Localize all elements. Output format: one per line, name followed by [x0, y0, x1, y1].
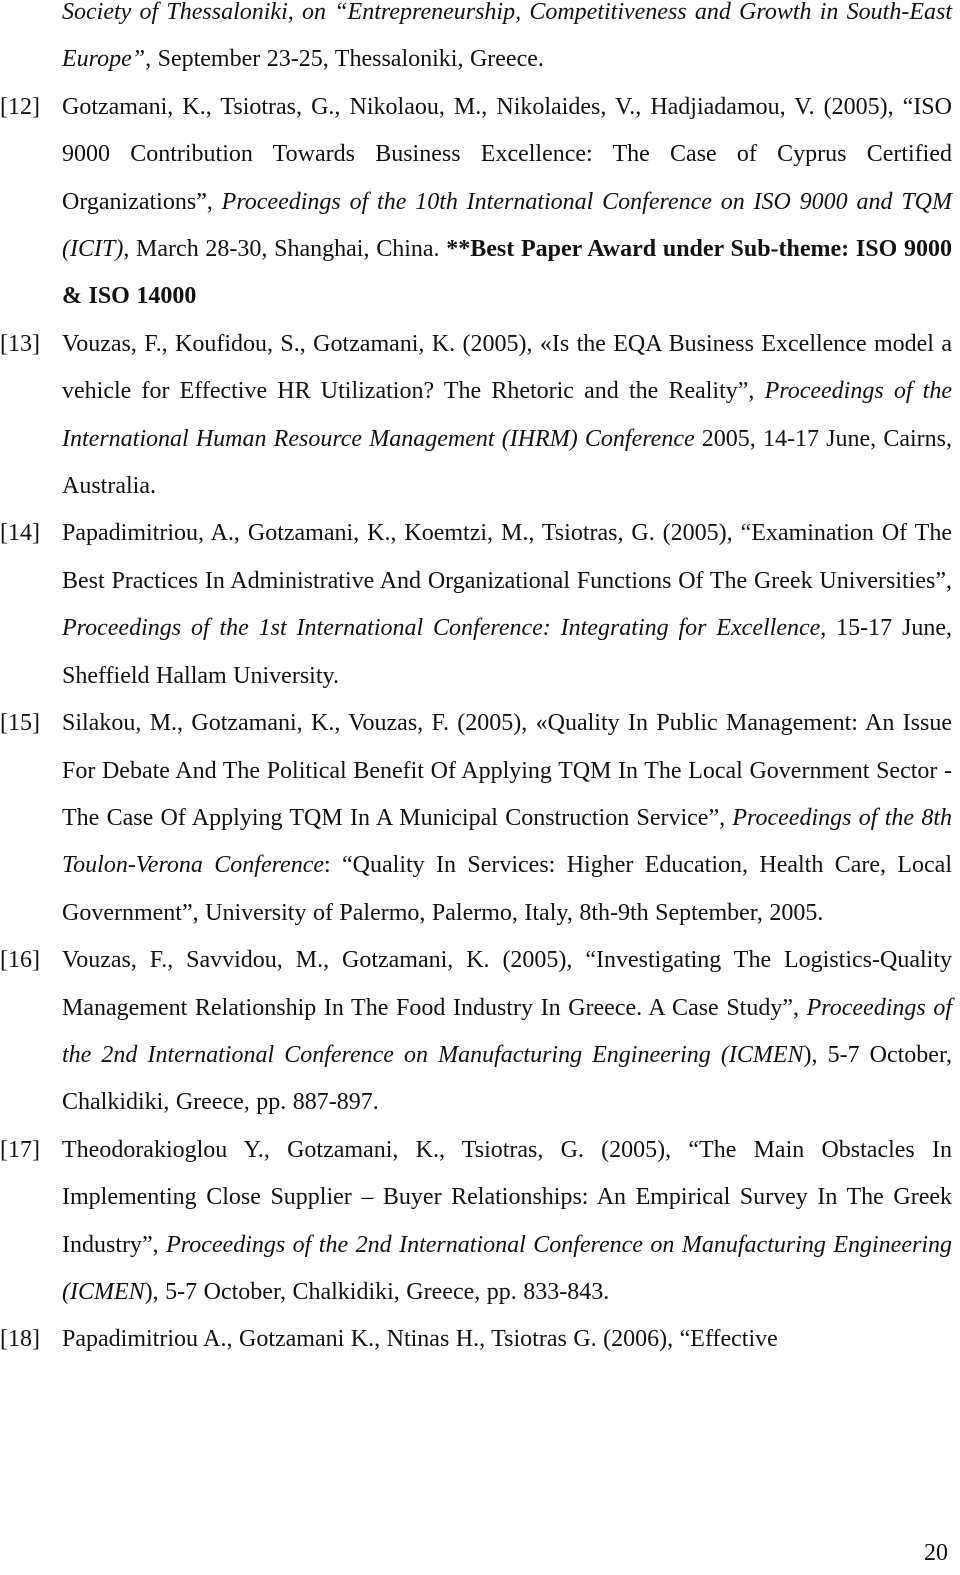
reference-number: [16] — [0, 947, 40, 974]
reference-text — [62, 1127, 952, 1317]
page-number: 20 — [924, 1540, 948, 1566]
reference-segment: ), 5-7 October, Chalkidiki, Greece, pp. 887-897. — [62, 1041, 952, 1116]
reference-entry — [0, 700, 960, 937]
reference-entry — [0, 1316, 960, 1363]
reference-number: [13] — [0, 330, 40, 357]
reference-venue: Proceedings of the 10th International Conference on ISO 9000 and TQM (ICIT), — [62, 188, 952, 263]
reference-venue: Proceedings of the 2nd International Conference on Manufacturing Engineering (ICMEN — [62, 994, 952, 1068]
reference-venue: Proceedings of the 8th Toulon-Verona Conference — [62, 804, 952, 879]
reference-segment: Silakou, M., Gotzamani, K., Vouzas, F. (2005), «Quality In Public Management: An Issue For Debate And The Political Benefit Of Applying TQM In The Local Government Sector - The Case Of Applying TQM In A Municipal Construction Service”, — [62, 710, 952, 831]
reference-venue: Proceedings of the International Human Resource Management (IHRM) Conference — [62, 378, 952, 452]
reference-segment: Theodorakioglou Y., Gotzamani, K., Tsiotras, G. (2005), “The Main Obstacles In Implementing Close Supplier – Buyer Relationships: An Empirical Survey In The Greek Industry”, — [62, 1136, 952, 1258]
reference-segment: Gotzamani, K., Tsiotras, G., Nikolaou, M., Nikolaides, V., Hadjiadamou, V. (2005), “ISO 9000 Contribution Towards Business Excellence: The Case of Cyprus Certified Organizations”, — [62, 93, 952, 215]
reference-entry — [0, 84, 960, 321]
reference-segment: 2005, 14-17 June, Cairns, Australia. — [62, 425, 952, 500]
reference-segment: , September 23-25, Thessaloniki, Greece. — [145, 46, 544, 73]
reference-venue: Proceedings of the 1st International Conference: Integrating for Excellence — [62, 615, 821, 642]
reference-number: [15] — [0, 710, 40, 737]
reference-segment: March 28-30, Shanghai, China. — [129, 236, 447, 263]
reference-text — [62, 937, 952, 1127]
reference-segment: Vouzas, F., Savvidou, M., Gotzamani, K. (2005), “Investigating The Logistics-Quality Management Relationship In The Food Industry In Greece. A Case Study”, — [62, 947, 952, 1021]
reference-segment: Papadimitriou A., Gotzamani K., Ntinas H., Tsiotras G. (2006), “Effective — [62, 1326, 778, 1353]
reference-text — [62, 84, 952, 321]
reference-text — [62, 0, 952, 84]
reference-segment: Vouzas, F., Koufidou, S., Gotzamani, K. (2005), «Is the EQA Business Excellence model a vehicle for Effective HR Utilization? The Rhetoric and the Reality”, — [62, 330, 952, 405]
reference-number: [18] — [0, 1326, 40, 1353]
reference-number: [12] — [0, 93, 40, 120]
reference-text — [62, 1316, 952, 1363]
reference-text — [62, 700, 952, 937]
reference-venue: Proceedings of the 2nd International Conference on Manufacturing Engineering (ICMEN — [62, 1231, 952, 1305]
reference-entry — [0, 510, 960, 700]
reference-entry — [0, 937, 960, 1127]
reference-segment: : “Quality In Services: Higher Education, Health Care, Local Government”, University of Palermo, Palermo, Italy, 8th-9th September, 2005. — [62, 852, 952, 926]
reference-text — [62, 321, 952, 511]
reference-segment: Papadimitriou, A., Gotzamani, K., Koemtzi, M., Tsiotras, G. (2005), “Examination Of The Best Practices In Administrative And Organizational Functions Of The Greek Universities”, — [62, 520, 952, 594]
reference-number: [14] — [0, 520, 40, 547]
reference-segment: , 15-17 June, Sheffield Hallam University. — [62, 615, 953, 689]
reference-number: [17] — [0, 1136, 40, 1163]
reference-entry — [0, 321, 960, 511]
reference-entry — [0, 1127, 960, 1317]
award-note: **Best Paper Award under Sub-theme: ISO 9000 & ISO 14000 — [62, 236, 952, 310]
reference-segment: ), 5-7 October, Chalkidiki, Greece, pp. 833-843. — [144, 1278, 610, 1305]
reference-text — [62, 510, 952, 700]
reference-entry — [0, 0, 960, 84]
reference-venue: Society of Thessaloniki, on “Entrepreneurship, Competitiveness and Growth in South-East Europe” — [62, 0, 952, 73]
